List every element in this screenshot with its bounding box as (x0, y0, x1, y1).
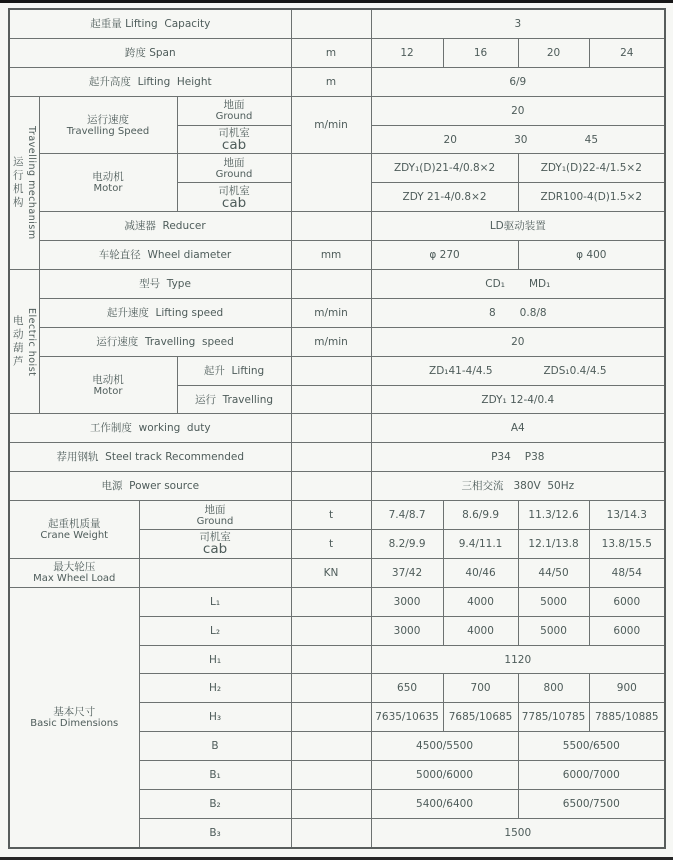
lifting-capacity-label (9, 9, 291, 38)
hoist-lifting-speed-value (371, 298, 665, 327)
steel-track-unit (291, 443, 371, 472)
working-duty-unit (291, 414, 371, 443)
span-value-1 (371, 38, 443, 67)
dim-B2-label (139, 790, 291, 819)
value-text: 13/14.3 (606, 509, 647, 522)
label-en: cab (221, 137, 247, 153)
group-travelling-mechanism (9, 96, 39, 269)
crane-weight-ground-value-3 (518, 501, 589, 530)
hoist-type-value (371, 270, 665, 299)
value-text: 24 (620, 46, 634, 59)
label-zh: 地面 (223, 99, 245, 112)
dim-L2-value-1 (371, 616, 443, 645)
value-text: ZDR100-4(D)1.5×2 (540, 191, 643, 204)
value-text: ZDY₁(D)21-4/0.8×2 (393, 162, 496, 175)
dim-L2-label (139, 616, 291, 645)
hoist-lifting-speed-label (39, 298, 291, 327)
label-text: 运行速度 Travelling speed (96, 335, 234, 348)
span-unit (291, 38, 371, 67)
group-label-zh: 电动葫芦 (11, 314, 24, 369)
dim-H1-unit (291, 645, 371, 674)
value-text: P34 (491, 451, 511, 464)
reducer-value (371, 212, 665, 241)
value-text: 900 (616, 682, 637, 695)
unit-text: m/min (314, 119, 348, 132)
dim-L2-value-4 (589, 616, 665, 645)
dim-H2-value-2 (443, 674, 518, 703)
value-text: 三相交流 380V 50Hz (461, 480, 575, 493)
crane-weight-cab-label (139, 530, 291, 559)
label-text: H₃ (208, 711, 222, 724)
dim-B3-label (139, 818, 291, 847)
crane-weight-label (9, 501, 139, 559)
label-en: Motor (93, 183, 123, 195)
dim-B-value-1 (371, 732, 518, 761)
label-en: Travelling Speed (66, 125, 150, 137)
label-text: 车轮直径 Wheel diameter (98, 249, 232, 262)
crane-weight-cab-value-1 (371, 530, 443, 559)
dim-L1-label (139, 587, 291, 616)
crane-weight-ground-unit (291, 501, 371, 530)
max-wheel-load-sub (139, 558, 291, 587)
value-text: 20 (511, 335, 525, 348)
value-text: 37/42 (391, 566, 423, 579)
hoist-motor-lifting-unit (291, 356, 371, 385)
dim-B3-value (371, 818, 665, 847)
value-text: 4500/5500 (416, 740, 474, 753)
value-text: ZD₁41-4/4.5 (429, 364, 493, 377)
wheel-diameter-value-2 (518, 241, 665, 270)
dim-B1-unit (291, 761, 371, 790)
label-en: Lifting (231, 364, 265, 377)
unit-text: KN (323, 566, 339, 579)
dim-L1-value-4 (589, 587, 665, 616)
label-zh: 起重机质量 (48, 518, 101, 531)
crane-weight-ground-label (139, 501, 291, 530)
crane-weight-ground-value-1 (371, 501, 443, 530)
travel-motor-cab-value-2 (518, 183, 665, 212)
hoist-motor-travelling-value (371, 385, 665, 414)
crane-weight-cab-unit (291, 530, 371, 559)
value-text: 8.6/9.9 (462, 509, 500, 522)
label-text (195, 394, 273, 406)
travelling-speed-unit (291, 96, 371, 154)
value-text: 3 (514, 17, 522, 30)
value-text: 5500/6500 (562, 740, 620, 753)
dim-H2-value-4 (589, 674, 665, 703)
dim-H2-value-1 (371, 674, 443, 703)
value-text: CD₁ (485, 277, 505, 290)
unit-text: mm (320, 249, 342, 262)
max-wheel-load-value-1 (371, 558, 443, 587)
value-text: ZDS₁0.4/4.5 (543, 364, 607, 377)
label-en: Ground (215, 111, 253, 123)
travel-motor-unit (291, 154, 371, 212)
value-text: 16 (473, 46, 488, 59)
value-text: φ 400 (576, 249, 607, 262)
dim-H1-value (371, 645, 665, 674)
value-text: 5000 (540, 624, 567, 637)
unit-text: m/min (314, 306, 348, 319)
value-text: 7785/10785 (521, 711, 586, 724)
label-zh: 运行速度 (87, 113, 129, 126)
unit-text: m/min (314, 335, 348, 348)
value-text: ZDY 21-4/0.8×2 (402, 191, 487, 204)
label-text: B₃ (209, 826, 221, 839)
value-text: 650 (397, 682, 418, 695)
hoist-travelling-speed-value (371, 327, 665, 356)
value-text: 13.8/15.5 (601, 537, 652, 550)
dim-L1-value-1 (371, 587, 443, 616)
travelling-speed-ground-value (371, 96, 665, 125)
dim-L1-unit (291, 587, 371, 616)
label-text: B (211, 740, 219, 753)
label-text: 起升速度 Lifting speed (106, 306, 224, 319)
dim-L2-unit (291, 616, 371, 645)
group-label-en: Electric hoist (25, 307, 37, 376)
label-zh: 地面 (223, 156, 245, 169)
dim-H3-label (139, 703, 291, 732)
value-text: 1120 (504, 653, 532, 666)
dim-B-unit (291, 732, 371, 761)
label-zh: 运行 (194, 393, 216, 406)
lifting-height-unit (291, 67, 371, 96)
unit-text: m (325, 46, 337, 59)
dim-H3-value-4 (589, 703, 665, 732)
value-text: φ 270 (429, 249, 460, 262)
value-text: 6000 (613, 624, 641, 637)
dim-L1-value-2 (443, 587, 518, 616)
span-label (9, 38, 291, 67)
hoist-motor-lifting-value (371, 356, 665, 385)
value-text: 6000/7000 (562, 769, 620, 782)
wheel-diameter-unit (291, 241, 371, 270)
span-value-4 (589, 38, 665, 67)
value-text: 48/54 (611, 566, 642, 579)
hoist-travelling-speed-label (39, 327, 291, 356)
group-label-en: Travelling mechanism (25, 126, 37, 240)
value-text: 4000 (467, 595, 494, 608)
crane-weight-ground-value-4 (589, 501, 665, 530)
dim-H2-unit (291, 674, 371, 703)
label-en: Crane Weight (40, 530, 109, 542)
working-duty-label (9, 414, 291, 443)
dim-B1-label (139, 761, 291, 790)
value-text: 5400/6400 (416, 797, 474, 810)
value-text: 11.3/12.6 (528, 509, 579, 522)
label-text: 型号 Type (139, 277, 191, 290)
label-text: 减速器 Reducer (124, 220, 206, 233)
power-source-label (9, 472, 291, 501)
value-text: 5000/6000 (416, 769, 474, 782)
steel-track-label (9, 443, 291, 472)
crane-weight-cab-value-3 (518, 530, 589, 559)
hoist-motor-travelling-unit (291, 385, 371, 414)
label-zh: 司机室 (218, 127, 250, 139)
label-en: Max Wheel Load (33, 573, 116, 585)
span-value-2 (443, 38, 518, 67)
dim-H3-unit (291, 703, 371, 732)
value-text: 3000 (393, 595, 421, 608)
group-basic-dimensions (9, 587, 139, 848)
value-text: 5000 (540, 595, 567, 608)
max-wheel-load-unit (291, 558, 371, 587)
value-text: A4 (510, 422, 525, 435)
label-zh: 司机室 (199, 531, 231, 544)
dim-B-value-2 (518, 732, 665, 761)
crane-weight-cab-value-4 (589, 530, 665, 559)
value-text: 6000 (613, 595, 641, 608)
hoist-lifting-speed-unit (291, 298, 371, 327)
dim-L1-value-3 (518, 587, 589, 616)
dim-H3-value-3 (518, 703, 589, 732)
travelling-speed-ground-label (177, 96, 291, 125)
unit-text: t (328, 537, 334, 550)
value-text: 40/46 (465, 566, 496, 579)
max-wheel-load-value-3 (518, 558, 589, 587)
value-text: 20 (546, 46, 561, 59)
dim-B3-unit (291, 818, 371, 847)
label-zh: 地面 (204, 503, 226, 516)
value-text: 700 (470, 682, 491, 695)
hoist-motor-travelling-label (177, 385, 291, 414)
label-text: B₁ (209, 769, 221, 782)
label-en: cab (221, 194, 247, 211)
unit-text: t (328, 509, 334, 522)
label-text (204, 365, 264, 377)
value-text: 800 (543, 682, 564, 695)
label-en: Travelling (222, 393, 274, 406)
label-zh: 司机室 (218, 184, 250, 197)
dim-L2-value-3 (518, 616, 589, 645)
max-wheel-load-value-2 (443, 558, 518, 587)
value-text: 6500/7500 (562, 797, 620, 810)
value-text: 12.1/13.8 (528, 537, 579, 550)
label-en: Ground (215, 168, 253, 180)
reducer-unit (291, 212, 371, 241)
label-text: 电源 Power source (101, 480, 200, 493)
travel-motor-cab-value-1 (371, 183, 518, 212)
dim-B2-unit (291, 790, 371, 819)
group-label-zh: 运行机构 (11, 155, 24, 210)
label-text: B₂ (209, 797, 221, 810)
dim-H3-value-1 (371, 703, 443, 732)
dim-H2-label (139, 674, 291, 703)
lifting-height-label (9, 67, 291, 96)
value-text: ZDY₁(D)22-4/1.5×2 (540, 162, 642, 175)
travelling-speed-cab-label (177, 125, 291, 154)
span-value-3 (518, 38, 589, 67)
hoist-travelling-speed-unit (291, 327, 371, 356)
steel-track-value (371, 443, 665, 472)
travel-motor-ground-value-1 (371, 154, 518, 183)
value-text: LD驱动装置 (489, 220, 546, 233)
crane-spec-table (8, 8, 666, 849)
page-top-border (0, 0, 673, 3)
label-text: 工作制度 working duty (89, 422, 211, 435)
value-text: 7685/10685 (448, 711, 513, 724)
travel-motor-cab-label (177, 183, 291, 212)
value-text: 9.4/11.1 (458, 537, 503, 550)
value-text: 12 (400, 46, 414, 59)
label-text: H₂ (208, 682, 222, 695)
value-text: P38 (524, 451, 545, 464)
max-wheel-load-value-4 (589, 558, 665, 587)
hoist-motor-lifting-label (177, 356, 291, 385)
value-text: 7635/10635 (375, 711, 439, 724)
reducer-label (39, 212, 291, 241)
label-text: 起重量 Lifting Capacity (90, 17, 211, 30)
travelling-speed-cab-values (371, 125, 665, 154)
unit-text: m (325, 75, 337, 88)
value-text: 6/9 (509, 75, 527, 88)
group-label-en: Basic Dimensions (30, 717, 119, 729)
wheel-diameter-label (39, 241, 291, 270)
value-text: ZDY₁ 12-4/0.4 (481, 393, 555, 406)
hoist-type-unit (291, 270, 371, 299)
lifting-capacity-unit (291, 9, 371, 38)
dim-B2-value-1 (371, 790, 518, 819)
value-text: 44/50 (538, 566, 569, 579)
label-text: L₁ (209, 595, 221, 608)
label-en: Ground (196, 515, 234, 527)
value-text: 20 (443, 133, 457, 146)
dim-B1-value-2 (518, 761, 665, 790)
hoist-motor-label (39, 356, 177, 414)
label-zh: 电动机 (92, 171, 124, 184)
value-text: 7885/10885 (594, 711, 659, 724)
crane-weight-ground-value-2 (443, 501, 518, 530)
travel-motor-label (39, 154, 177, 212)
label-text: 跨度 Span (124, 46, 176, 59)
dim-L2-value-2 (443, 616, 518, 645)
value-text: 20 (511, 104, 525, 117)
dim-H1-label (139, 645, 291, 674)
value-text: 8.2/9.9 (388, 537, 426, 550)
label-text: 起升高度 Lifting Height (88, 75, 212, 88)
value-text: 1500 (504, 826, 532, 839)
max-wheel-load-label (9, 558, 139, 587)
label-zh: 电动机 (92, 373, 124, 386)
lifting-height-value (371, 67, 665, 96)
label-text: H₁ (208, 653, 222, 666)
power-source-unit (291, 472, 371, 501)
label-en: Motor (93, 385, 123, 397)
dim-B2-value-2 (518, 790, 665, 819)
dim-B1-value-1 (371, 761, 518, 790)
label-zh: 起升 (203, 364, 225, 377)
value-text: 3000 (393, 624, 421, 637)
label-text: 荐用钢轨 Steel track Recommended (56, 451, 245, 464)
label-en: cab (202, 541, 228, 558)
travelling-speed-label (39, 96, 177, 154)
crane-weight-cab-value-2 (443, 530, 518, 559)
label-zh: 最大轮压 (53, 561, 96, 574)
value-text: 30 (514, 133, 528, 146)
hoist-type-label (39, 270, 291, 299)
dim-B-label (139, 732, 291, 761)
group-label-zh: 基本尺寸 (53, 705, 96, 718)
value-text: 4000 (467, 624, 494, 637)
value-text: 0.8/8 (519, 306, 547, 319)
value-text: 45 (584, 133, 599, 146)
working-duty-value (371, 414, 665, 443)
dim-H3-value-2 (443, 703, 518, 732)
dim-H2-value-3 (518, 674, 589, 703)
power-source-value (371, 472, 665, 501)
travel-motor-ground-label (177, 154, 291, 183)
group-electric-hoist (9, 270, 39, 414)
wheel-diameter-value-1 (371, 241, 518, 270)
travel-motor-ground-value-2 (518, 154, 665, 183)
value-text: MD₁ (528, 277, 551, 290)
label-text: L₂ (209, 624, 221, 637)
value-text: 7.4/8.7 (388, 509, 426, 522)
lifting-capacity-value (371, 9, 665, 38)
value-text: 8 (488, 306, 496, 319)
